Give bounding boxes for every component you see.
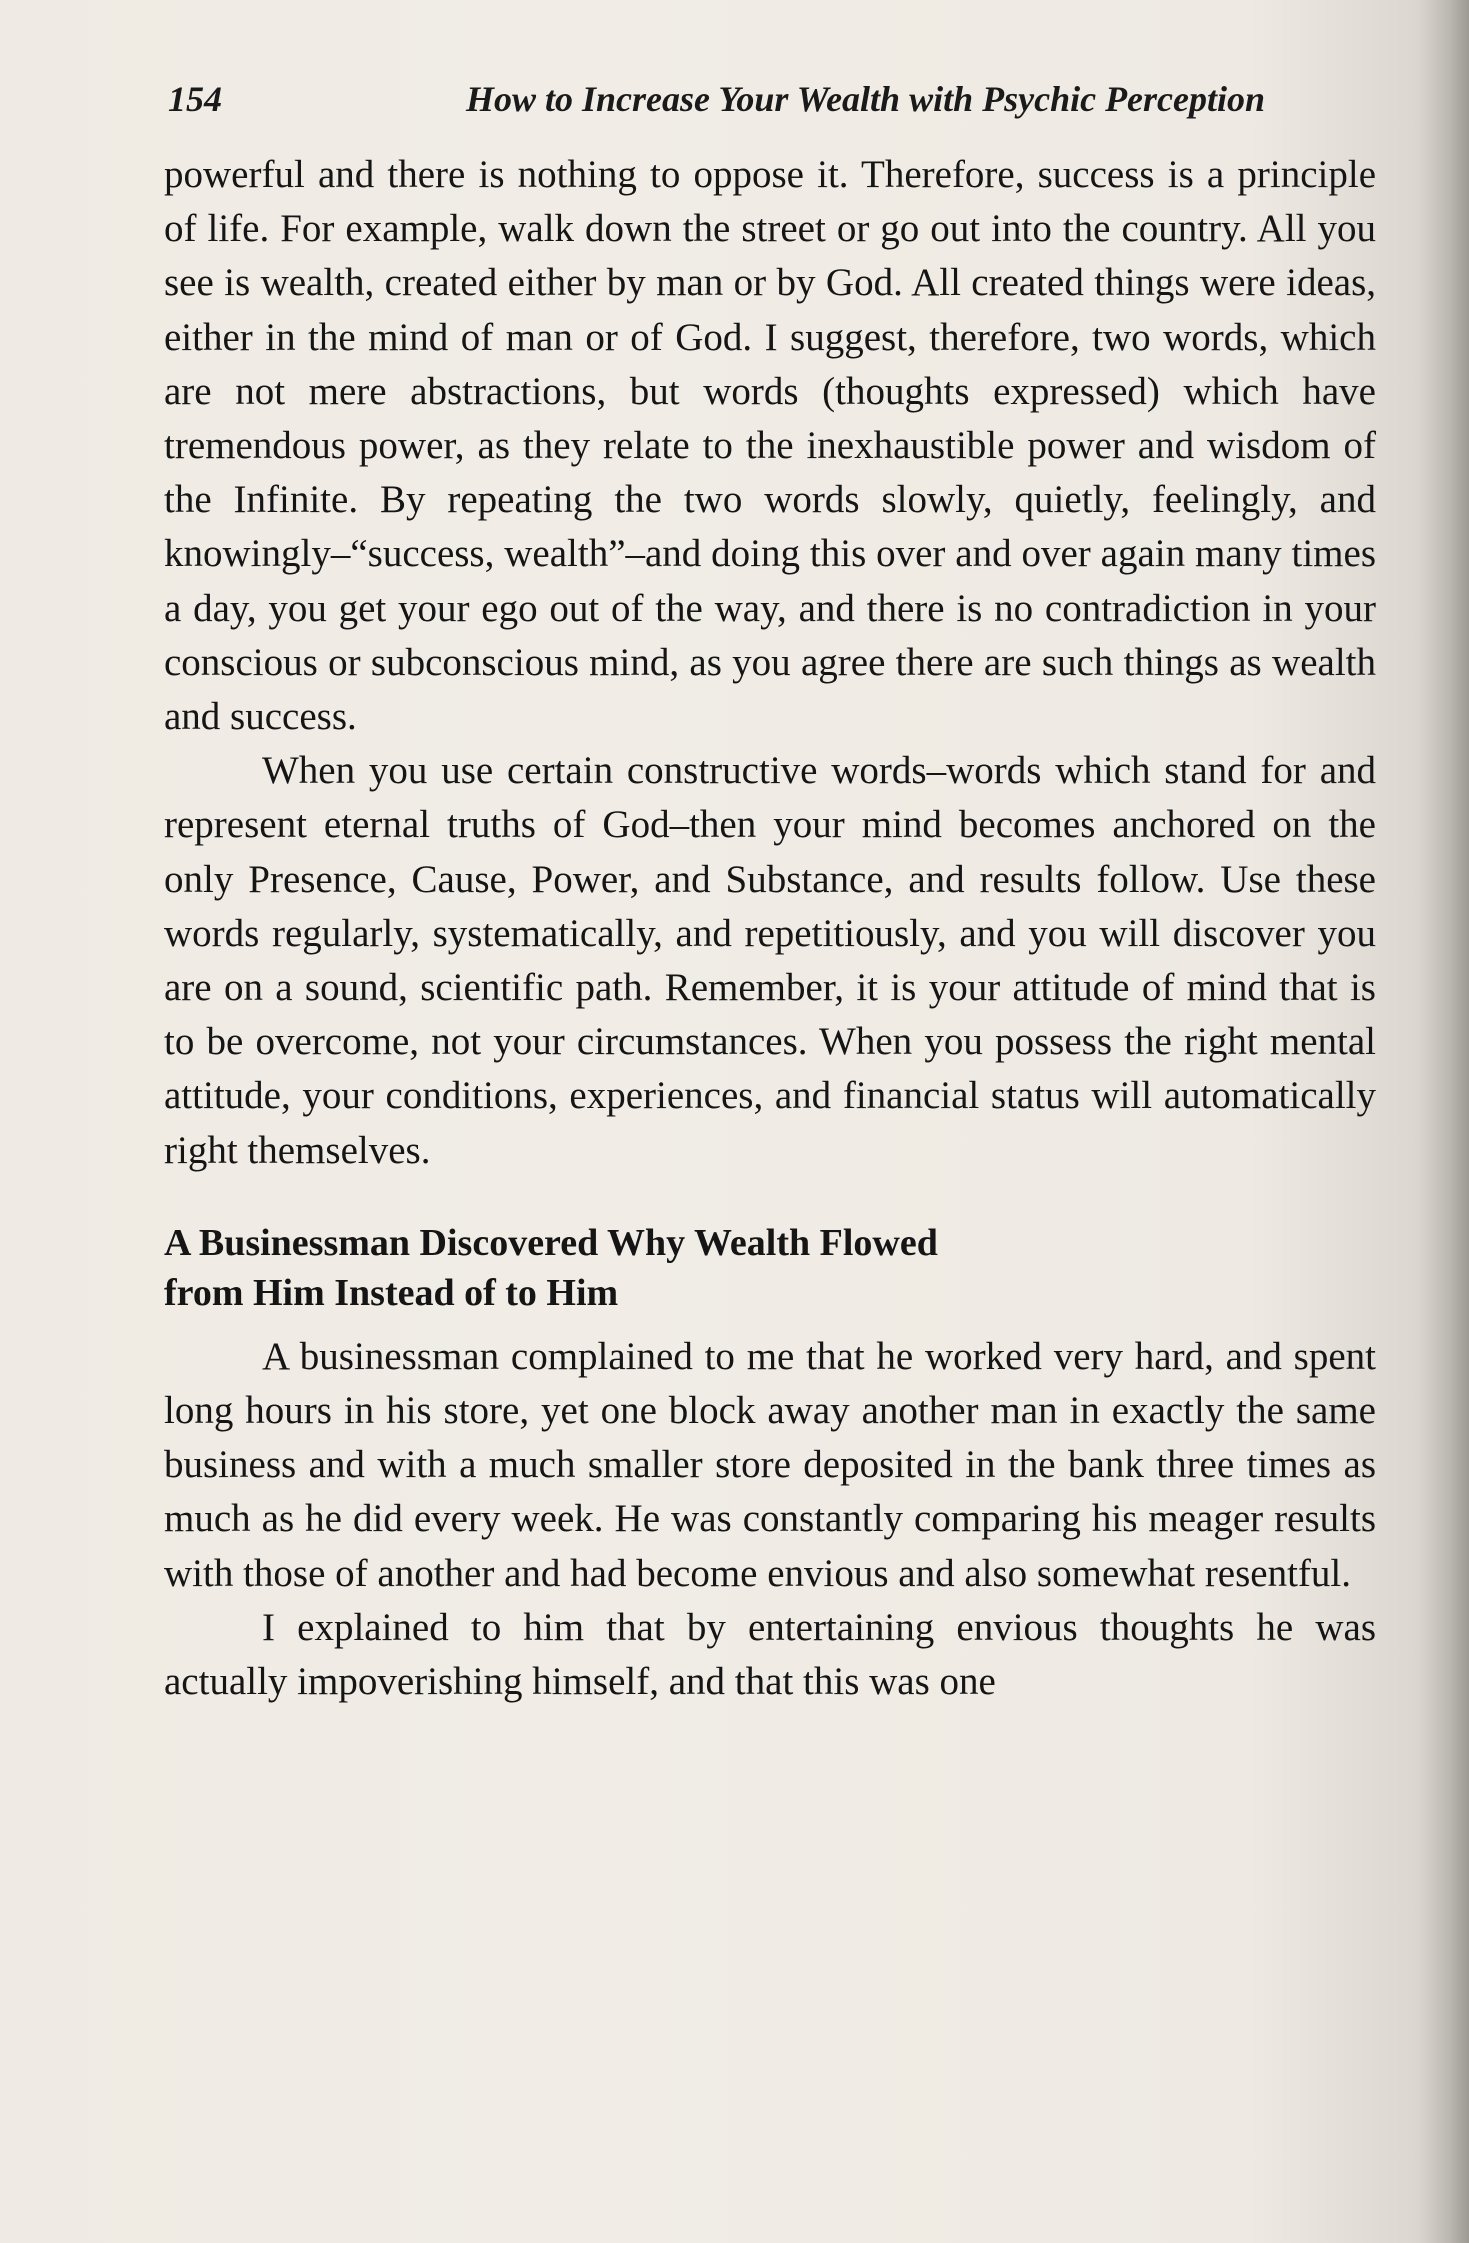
section-heading-line-1: A Businessman Discovered Why Wealth Flowed xyxy=(164,1221,938,1264)
section-heading xyxy=(164,1218,1376,1318)
section-heading-line-2: from Him Instead of to Him xyxy=(164,1271,619,1314)
running-head xyxy=(168,78,1378,138)
paragraph-4: I explained to him that by entertaining envious thoughts he was actually impoverishing himself, and that this was one xyxy=(164,1605,1376,1704)
paragraph-1: powerful and there is nothing to oppose it. Therefore, success is a principle of life. For example, walk down the street or go out into the country. All you see is wealth, created either by man or by God. All created things were ideas, either in the mind of man or of God. I suggest, therefore, two words, which are not mere abstractions, but words (thoughts expressed) which have tremendous power, as they relate to the inexhaustible power and wisdom of the Infinite. By repeating the two words slowly, quietly, feelingly, and knowingly–“success, wealth”–and doing this over and over again many times a day, you get your ego out of the way, and there is no contradiction in your conscious or subconscious mind, as you agree there are such things as wealth and success. xyxy=(164,153,1376,739)
body-text xyxy=(164,148,1376,1709)
page-edge-shadow xyxy=(1421,0,1469,2243)
paragraph-3: A businessman complained to me that he worked very hard, and spent long hours in his store, yet one block away another man in exactly the same business and with a much smaller store deposited in the bank three times as much as he did every week. He was constantly comparing his meager results with those of another and had become envious and also somewhat resentful. xyxy=(164,1334,1376,1595)
page-number: 154 xyxy=(168,79,222,119)
paragraph-2: When you use certain constructive words–words which stand for and represent eternal truths of God–then your mind becomes anchored on the only Presence, Cause, Power, and Substance, and results follow. Use these words regularly, systematically, and repetitiously, and you will discover you are on a sound, scientific path. Remember, it is your attitude of mind that is to be overcome, not your circumstances. When you possess the right mental attitude, your conditions, experiences, and financial status will automatically right themselves. xyxy=(164,749,1376,1172)
book-title: How to Increase Your Wealth with Psychic Perception xyxy=(466,79,1266,119)
